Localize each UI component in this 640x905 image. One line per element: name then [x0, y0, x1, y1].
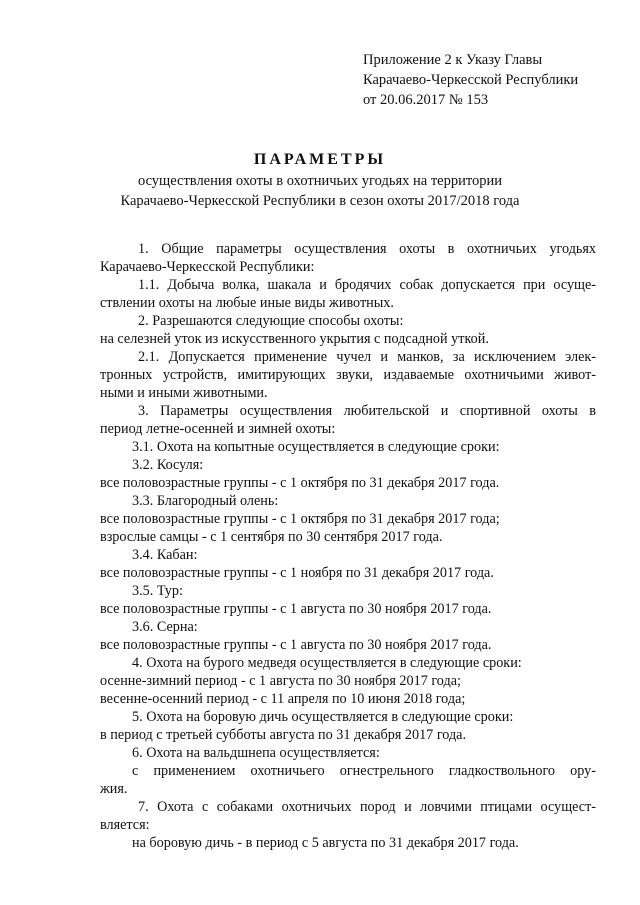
- body-line: 7. Охота с собаками охотничьих пород и ловчими птицами осущест-: [138, 799, 596, 815]
- body-line: 5. Охота на боровую дичь осуществляется в следующие сроки:: [132, 709, 514, 725]
- body-line: на боровую дичь - в период с 5 августа по 31 декабря 2017 года.: [132, 835, 519, 851]
- body-line: все половозрастные группы - с 1 августа по 30 ноября 2017 года.: [100, 637, 492, 653]
- document-body: [100, 240, 596, 852]
- body-line: период летне-осенней и зимней охоты:: [100, 421, 336, 437]
- appendix-line-2: Карачаево-Черкесской Республики: [363, 72, 579, 88]
- body-line: 4. Охота на бурого медведя осуществляется в следующие сроки:: [132, 655, 522, 671]
- body-line: 2. Разрешаются следующие способы охоты:: [138, 313, 404, 329]
- body-line: в период с третьей субботы августа по 31 декабря 2017 года.: [100, 727, 467, 743]
- body-line: взрослые самцы - с 1 сентября по 30 сентября 2017 года.: [100, 529, 443, 545]
- subtitle-line-1: осуществления охоты в охотничьих угодьях на территории: [137, 173, 503, 189]
- body-line: 3.6. Серна:: [132, 619, 198, 635]
- body-line: 3.2. Косуля:: [132, 457, 204, 473]
- document-title: ПАРАМЕТРЫ: [253, 151, 387, 168]
- body-line: осенне-зимний период - с 1 августа по 30 ноября 2017 года;: [100, 673, 461, 689]
- body-line: 1. Общие параметры осуществления охоты в охотничьих угодьях: [138, 241, 596, 257]
- body-line: все половозрастные группы - с 1 ноября по 31 декабря 2017 года.: [100, 565, 494, 581]
- body-line: 1.1. Добыча волка, шакала и бродячих собак допускается при осуще-: [138, 277, 596, 293]
- body-line: 3. Параметры осуществления любительской и спортивной охоты в: [138, 403, 596, 419]
- body-line: с применением охотничьего огнестрельного гладкоствольного ору-: [132, 763, 596, 779]
- body-line: 2.1. Допускается применение чучел и манков, за исключением элек-: [138, 349, 596, 365]
- body-line: жия.: [100, 781, 128, 797]
- body-line: 3.1. Охота на копытные осуществляется в следующие сроки:: [132, 439, 500, 455]
- subtitle-line-2: Карачаево-Черкесской Республики в сезон охоты 2017/2018 года: [120, 193, 520, 209]
- body-line: тронных устройств, имитирующих звуки, издаваемые охотничьими живот-: [100, 367, 596, 383]
- appendix-header: [363, 50, 578, 110]
- body-line: весенне-осенний период - с 11 апреля по 10 июня 2018 года;: [100, 691, 466, 707]
- body-line: 3.4. Кабан:: [132, 547, 198, 563]
- body-line: 3.5. Тур:: [132, 583, 183, 599]
- body-line: 3.3. Благородный олень:: [132, 493, 279, 509]
- body-line: 6. Охота на вальдшнепа осуществляется:: [132, 745, 380, 761]
- body-line: ными и иными животными.: [100, 385, 268, 401]
- appendix-line-3: от 20.06.2017 № 153: [363, 92, 489, 108]
- body-line: вляется:: [100, 817, 150, 833]
- body-line: все половозрастные группы - с 1 октября по 31 декабря 2017 года;: [100, 511, 500, 527]
- appendix-line-1: Приложение 2 к Указу Главы: [363, 52, 543, 68]
- document-subtitle: [0, 171, 640, 211]
- body-line: все половозрастные группы - с 1 октября по 31 декабря 2017 года.: [100, 475, 500, 491]
- body-line: Карачаево-Черкесской Республики:: [100, 259, 315, 275]
- body-line: ствлении охоты на любые иные виды животных.: [100, 295, 394, 311]
- body-line: на селезней уток из искусственного укрытия с подсадной уткой.: [100, 331, 489, 347]
- body-line: все половозрастные группы - с 1 августа по 30 ноября 2017 года.: [100, 601, 492, 617]
